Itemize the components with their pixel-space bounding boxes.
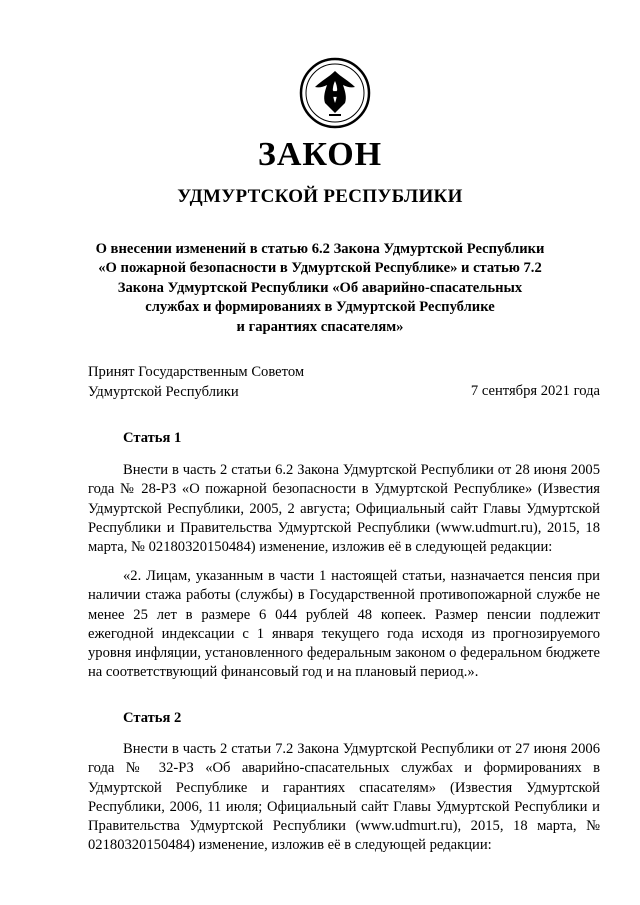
- article-2-heading: Статья 2: [123, 710, 182, 726]
- subject-line: Закона Удмуртской Республики «Об аварийно-спасательных: [117, 279, 523, 296]
- subject-line: и гарантиях спасателям»: [236, 318, 404, 335]
- coat-of-arms-emblem-icon: [299, 57, 371, 129]
- adoption-block: [88, 363, 304, 402]
- adoption-date: 7 сентября 2021 года: [470, 383, 600, 399]
- document-subtitle: УДМУРТСКОЙ РЕСПУБЛИКИ: [177, 186, 463, 207]
- adoption-line-1: Принят Государственным Советом: [88, 364, 305, 380]
- subject-line: службах и формированиях в Удмуртской Республике: [145, 299, 495, 316]
- subject-line: «О пожарной безопасности в Удмуртской Республике» и статью 7.2: [98, 260, 542, 277]
- article-1-heading: Статья 1: [123, 430, 182, 446]
- document-title: ЗАКОН: [257, 136, 383, 173]
- law-subject: [90, 240, 550, 337]
- article-1-quote: «2. Лицам, указанным в части 1 настоящей статьи, назначается пенсия при наличии стажа работы (службы) в Государственной противопожарной службе не менее 25 лет в размере 6 044 рублей 48 копеек. Размер пенсии подлежит ежегодной индексации с 1 января текущего года исходя из прогнозируемого уровня инфляции, установленного федеральным законом о федеральном бюджете на соответствующий финансовый год и на плановый период.».: [88, 568, 600, 681]
- article-2-intro: Внести в часть 2 статьи 7.2 Закона Удмуртской Республики от 27 июня 2006 года № 32-РЗ «Об аварийно-спасательных службах и формированиях в Удмуртской Республике и гарантиях спасателям» (Известия Удмуртской Республики, 2006, 11 июля; Официальный сайт Главы Удмуртской Республики и Правительства Удмуртской Республики (www.udmurt.ru), 2015, 18 марта, № 02180320150484) изменение, изложив её в следующей редакции:: [88, 741, 600, 854]
- subject-line: О внесении изменений в статью 6.2 Закона Удмуртской Республики: [95, 241, 545, 257]
- adoption-line-2: Удмуртской Республики: [88, 383, 239, 400]
- article-1-intro: Внести в часть 2 статьи 6.2 Закона Удмуртской Республики от 28 июня 2005 года № 28-РЗ «О пожарной безопасности в Удмуртской Республике» (Известия Удмуртской Республики, 2005, 2 августа; Официальный сайт Главы Удмуртской Республики и Правительства Удмуртской Республики (www.udmurt.ru), 2015, 18 марта, № 02180320150484) изменение, изложив её в следующей редакции:: [88, 462, 600, 556]
